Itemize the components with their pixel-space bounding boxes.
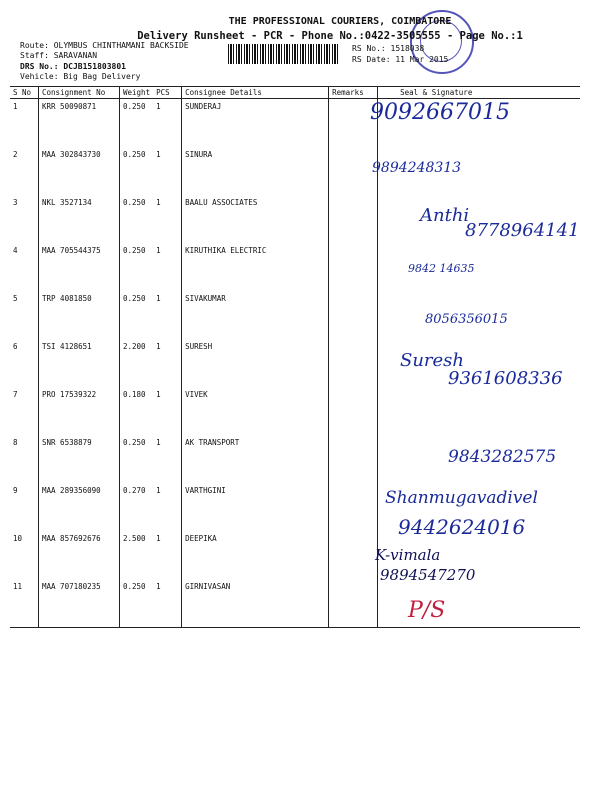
row-sno: 2 [13,150,18,159]
row-pcs: 1 [156,534,161,543]
col-consignee: Consignee Details [182,87,329,99]
rs-number: RS No.: 1518038 [352,44,425,53]
row-consignee: VIVEK [182,387,329,435]
route-label: Route: OLYMBUS CHINTHAMANI BACKSIDE [20,41,189,50]
row-remarks [329,531,378,579]
row-remarks [329,435,378,483]
signature-10-name: K-vimala [375,546,441,564]
row-consignment: MAA 705544375 [39,243,120,291]
row-weight: 0.250 [120,147,154,195]
row-remarks [329,243,378,291]
row-pcs: 1 [156,486,161,495]
row-consignee: AK TRANSPORT [182,435,329,483]
row-weight: 0.250 [120,579,154,628]
row-consignment: KRR 50090871 [39,99,120,148]
row-sno: 4 [13,246,18,255]
row-weight: 0.250 [120,243,154,291]
row-consignment: MAA 857692676 [39,531,120,579]
row-sno: 10 [13,534,23,543]
signature-6-name: Suresh [400,350,465,371]
row-pcs: 1 [156,246,161,255]
drs-number: DRS No.: DCJB151803801 [20,62,126,71]
row-consignment: TRP 4081850 [39,291,120,339]
row-pcs: 1 [156,102,161,111]
table-row [10,243,580,291]
runsheet-title: Delivery Runsheet - PCR - Phone No.:0422-3505555 - Page No.:1 [137,30,523,42]
row-weight: 0.250 [120,291,154,339]
staff-label: Staff: SARAVANAN [20,51,98,60]
row-consignee: SINURA [182,147,329,195]
row-pcs: 1 [156,198,161,207]
row-weight: 0.250 [120,195,154,243]
row-signature [378,387,580,435]
row-consignee: DEEPIKA [182,531,329,579]
row-sno: 6 [13,342,18,351]
row-remarks [329,291,378,339]
row-pcs: 1 [156,150,161,159]
row-weight: 0.250 [120,435,154,483]
row-sno: 11 [10,579,39,628]
row-sno: 7 [13,390,18,399]
row-weight: 2.500 [120,531,154,579]
signature-11: P/S [408,598,446,623]
company-title: THE PROFESSIONAL COURIERS, COIMBATORE [228,16,452,27]
row-remarks [329,579,378,628]
signature-9-name: Shanmugavadivel [385,488,538,508]
row-pcs: 1 [156,390,161,399]
col-signature: Seal & Signature [378,87,580,99]
row-remarks [329,387,378,435]
row-pcs: 1 [156,342,161,351]
table-row [10,147,580,195]
row-sno: 3 [13,198,18,207]
signature-9-phone: 9442624016 [398,515,526,539]
row-weight: 0.180 [120,387,154,435]
row-consignment: SNR 6538879 [39,435,120,483]
row-consignment: MAA 707180235 [39,579,120,628]
rs-date: RS Date: 11 Mar 2015 [352,55,449,64]
row-consignee: SUNDERAJ [182,99,329,148]
signature-8: 9843282575 [448,447,557,467]
row-consignee: BAALU ASSOCIATES [182,195,329,243]
row-consignee: SURESH [182,339,329,387]
row-sno: 8 [13,438,18,447]
col-weight: Weight [120,87,154,99]
row-remarks [329,195,378,243]
barcode [228,44,340,64]
row-consignment: NKL 3527134 [39,195,120,243]
signature-3-name: Anthi [420,205,470,226]
row-weight: 2.200 [120,339,154,387]
signature-4: 9842 14635 [408,262,475,275]
table-row [10,387,580,435]
row-remarks [329,339,378,387]
row-sno: 1 [13,102,18,111]
row-consignment: TSI 4128651 [39,339,120,387]
row-remarks [329,147,378,195]
table-row [10,579,580,628]
row-weight: 0.250 [120,99,154,148]
row-consignment: PRO 17539322 [39,387,120,435]
row-consignee: SIVAKUMAR [182,291,329,339]
table-header [10,87,580,99]
row-sno: 5 [13,294,18,303]
col-consignment: Consignment No [39,87,120,99]
row-remarks [329,483,378,531]
row-weight: 0.270 [120,483,154,531]
row-pcs: 1 [156,294,161,303]
row-consignment: MAA 302843730 [39,147,120,195]
col-pcs: PCS [153,87,182,99]
vehicle-label: Vehicle: Big Bag Delivery [20,72,141,81]
runsheet-table [10,86,580,628]
row-sno: 9 [13,486,18,495]
signature-5: 8056356015 [425,312,508,327]
signature-10-phone: 9894547270 [380,566,476,584]
col-remarks: Remarks [329,87,378,99]
signature-6-phone: 9361608336 [448,368,563,389]
signature-2: 9894248313 [372,160,462,176]
signature-1: 9092667015 [370,100,510,125]
col-sno: S No [10,87,39,99]
row-pcs: 1 [156,438,161,447]
row-consignee: VARTHGINI [182,483,329,531]
row-consignee: KIRUTHIKA ELECTRIC [182,243,329,291]
row-consignee: GIRNIVASAN [182,579,329,628]
row-consignment: MAA 289356090 [39,483,120,531]
signature-3-phone: 8778964141 [465,220,580,241]
row-pcs: 1 [153,579,182,628]
